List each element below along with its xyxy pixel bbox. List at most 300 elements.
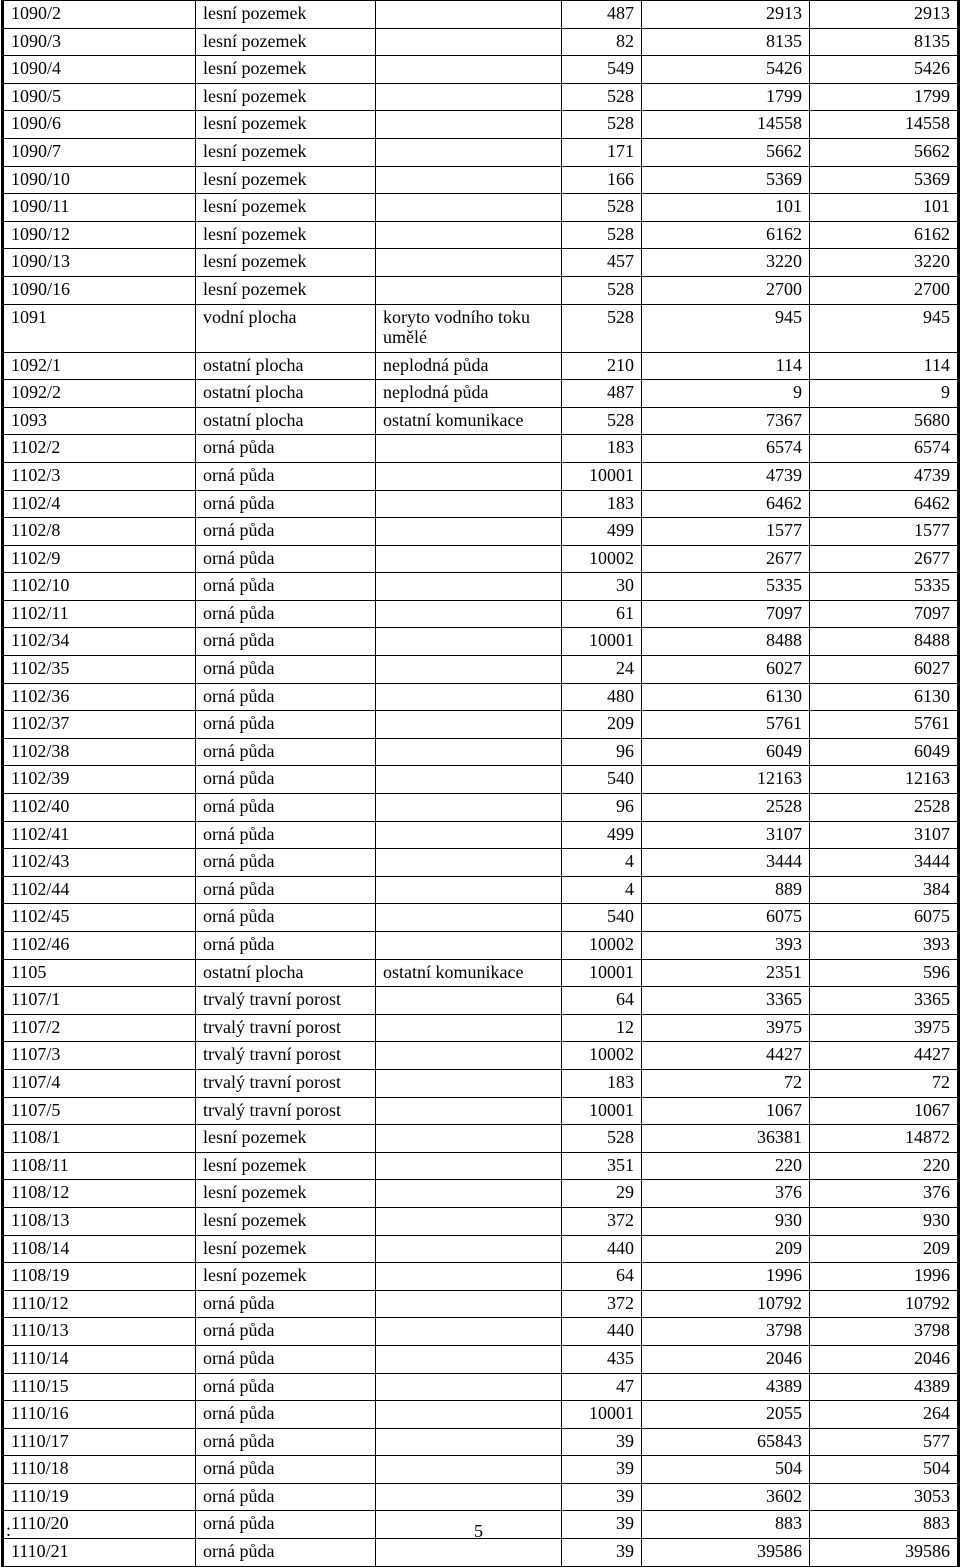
land-type-cell: trvalý travní porost <box>196 1014 376 1042</box>
land-use-cell <box>376 221 562 249</box>
table-row <box>4 628 958 656</box>
land-use-cell <box>376 738 562 766</box>
ownership-code-cell: 540 <box>562 766 642 794</box>
land-type-cell: orná půda <box>196 435 376 463</box>
table-row <box>4 1290 958 1318</box>
area-total-cell: 5426 <box>642 56 810 84</box>
land-use-cell: neplodná půda <box>376 352 562 380</box>
area-part-cell: 12163 <box>810 766 958 794</box>
ownership-code-cell: 183 <box>562 435 642 463</box>
table-row <box>4 987 958 1015</box>
area-part-cell: 2700 <box>810 276 958 304</box>
area-total-cell: 114 <box>642 352 810 380</box>
area-part-cell: 114 <box>810 352 958 380</box>
land-type-cell: orná půda <box>196 1401 376 1429</box>
parcel-number-cell: 1090/7 <box>4 138 196 166</box>
parcel-number-cell: 1102/45 <box>4 904 196 932</box>
area-total-cell: 3798 <box>642 1318 810 1346</box>
area-total-cell: 39586 <box>642 1539 810 1567</box>
area-total-cell: 6574 <box>642 435 810 463</box>
parcel-number-cell: 1108/14 <box>4 1235 196 1263</box>
table-row <box>4 1097 958 1125</box>
parcel-number-cell: 1110/17 <box>4 1428 196 1456</box>
parcel-number-cell: 1090/16 <box>4 276 196 304</box>
land-type-cell: lesní pozemek <box>196 249 376 277</box>
ownership-code-cell: 24 <box>562 656 642 684</box>
land-use-cell <box>376 276 562 304</box>
table-row <box>4 138 958 166</box>
area-total-cell: 376 <box>642 1180 810 1208</box>
land-use-cell <box>376 490 562 518</box>
ownership-code-cell: 528 <box>562 304 642 352</box>
land-use-cell <box>376 876 562 904</box>
area-part-cell: 393 <box>810 932 958 960</box>
area-part-cell: 101 <box>810 194 958 222</box>
ownership-code-cell: 39 <box>562 1511 642 1539</box>
ownership-code-cell: 499 <box>562 518 642 546</box>
ownership-code-cell: 10001 <box>562 1401 642 1429</box>
parcel-number-cell: 1091 <box>4 304 196 352</box>
table-row <box>4 518 958 546</box>
area-part-cell: 6027 <box>810 656 958 684</box>
land-type-cell: orná půda <box>196 1483 376 1511</box>
table-row <box>4 1207 958 1235</box>
area-part-cell: 264 <box>810 1401 958 1429</box>
table-row <box>4 766 958 794</box>
land-use-cell <box>376 1069 562 1097</box>
land-use-cell <box>376 904 562 932</box>
land-type-cell: orná půda <box>196 1345 376 1373</box>
land-use-cell <box>376 462 562 490</box>
land-type-cell: lesní pozemek <box>196 1180 376 1208</box>
land-type-cell: orná půda <box>196 738 376 766</box>
parcel-number-cell: 1092/1 <box>4 352 196 380</box>
table-row <box>4 876 958 904</box>
area-total-cell: 65843 <box>642 1428 810 1456</box>
area-part-cell: 1799 <box>810 83 958 111</box>
area-part-cell: 6162 <box>810 221 958 249</box>
parcel-number-cell: 1102/3 <box>4 462 196 490</box>
area-part-cell: 6049 <box>810 738 958 766</box>
area-part-cell: 14872 <box>810 1125 958 1153</box>
land-type-cell: lesní pozemek <box>196 221 376 249</box>
table-row <box>4 28 958 56</box>
area-total-cell: 220 <box>642 1152 810 1180</box>
land-use-cell <box>376 28 562 56</box>
ownership-code-cell: 528 <box>562 111 642 139</box>
land-use-cell <box>376 1263 562 1291</box>
ownership-code-cell: 480 <box>562 683 642 711</box>
parcel-number-cell: 1090/2 <box>4 1 196 29</box>
land-use-cell <box>376 1456 562 1484</box>
parcel-number-cell: 1102/38 <box>4 738 196 766</box>
table-row <box>4 1483 958 1511</box>
ownership-code-cell: 540 <box>562 904 642 932</box>
table-row <box>4 794 958 822</box>
ownership-code-cell: 528 <box>562 276 642 304</box>
area-part-cell: 7097 <box>810 600 958 628</box>
parcel-number-cell: 1110/20 <box>4 1511 196 1539</box>
land-use-cell <box>376 194 562 222</box>
land-type-cell: lesní pozemek <box>196 138 376 166</box>
ownership-code-cell: 10001 <box>562 959 642 987</box>
area-part-cell: 596 <box>810 959 958 987</box>
parcel-number-cell: 1102/2 <box>4 435 196 463</box>
land-type-cell: orná půda <box>196 1373 376 1401</box>
land-use-cell <box>376 1180 562 1208</box>
ownership-code-cell: 440 <box>562 1318 642 1346</box>
land-use-cell <box>376 794 562 822</box>
land-type-cell: lesní pozemek <box>196 28 376 56</box>
ownership-code-cell: 209 <box>562 711 642 739</box>
ownership-code-cell: 10001 <box>562 628 642 656</box>
parcel-number-cell: 1092/2 <box>4 380 196 408</box>
land-use-cell <box>376 766 562 794</box>
parcel-number-cell: 1107/3 <box>4 1042 196 1070</box>
parcel-number-cell: 1110/21 <box>4 1539 196 1567</box>
land-type-cell: orná půda <box>196 462 376 490</box>
parcel-number-cell: 1093 <box>4 407 196 435</box>
parcel-number-cell: 1107/5 <box>4 1097 196 1125</box>
table-row <box>4 683 958 711</box>
area-part-cell: 1996 <box>810 1263 958 1291</box>
area-part-cell: 883 <box>810 1511 958 1539</box>
parcel-number-cell: 1102/44 <box>4 876 196 904</box>
land-use-cell: koryto vodního toku umělé <box>376 304 562 352</box>
ownership-code-cell: 39 <box>562 1428 642 1456</box>
area-part-cell: 4389 <box>810 1373 958 1401</box>
ownership-code-cell: 183 <box>562 490 642 518</box>
area-part-cell: 945 <box>810 304 958 352</box>
area-total-cell: 72 <box>642 1069 810 1097</box>
area-total-cell: 3365 <box>642 987 810 1015</box>
parcel-number-cell: 1090/6 <box>4 111 196 139</box>
land-type-cell: orná půda <box>196 656 376 684</box>
land-use-cell <box>376 1097 562 1125</box>
area-part-cell: 3798 <box>810 1318 958 1346</box>
area-total-cell: 6049 <box>642 738 810 766</box>
table-row <box>4 304 958 352</box>
ownership-code-cell: 351 <box>562 1152 642 1180</box>
land-use-cell <box>376 1401 562 1429</box>
area-part-cell: 3220 <box>810 249 958 277</box>
land-type-cell: lesní pozemek <box>196 1 376 29</box>
area-total-cell: 930 <box>642 1207 810 1235</box>
ownership-code-cell: 39 <box>562 1483 642 1511</box>
parcel-number-cell: 1110/15 <box>4 1373 196 1401</box>
parcel-number-cell: 1090/12 <box>4 221 196 249</box>
area-total-cell: 3602 <box>642 1483 810 1511</box>
table-row <box>4 1456 958 1484</box>
land-use-cell <box>376 1125 562 1153</box>
area-total-cell: 3220 <box>642 249 810 277</box>
ownership-code-cell: 4 <box>562 876 642 904</box>
table-row <box>4 490 958 518</box>
parcel-number-cell: 1110/12 <box>4 1290 196 1318</box>
parcel-number-cell: 1102/34 <box>4 628 196 656</box>
footer-mark: : <box>6 1520 12 1540</box>
ownership-code-cell: 487 <box>562 1 642 29</box>
area-total-cell: 8488 <box>642 628 810 656</box>
parcel-number-cell: 1102/39 <box>4 766 196 794</box>
table-row <box>4 959 958 987</box>
table-row <box>4 1263 958 1291</box>
land-type-cell: lesní pozemek <box>196 1263 376 1291</box>
land-use-cell <box>376 628 562 656</box>
land-use-cell <box>376 683 562 711</box>
parcel-number-cell: 1102/11 <box>4 600 196 628</box>
area-total-cell: 2055 <box>642 1401 810 1429</box>
parcel-number-cell: 1102/10 <box>4 573 196 601</box>
land-use-cell <box>376 656 562 684</box>
area-total-cell: 10792 <box>642 1290 810 1318</box>
table-row <box>4 166 958 194</box>
land-use-cell <box>376 1345 562 1373</box>
parcel-number-cell: 1108/1 <box>4 1125 196 1153</box>
table-row <box>4 1539 958 1567</box>
ownership-code-cell: 457 <box>562 249 642 277</box>
area-part-cell: 4427 <box>810 1042 958 1070</box>
table-row <box>4 276 958 304</box>
table-row <box>4 1180 958 1208</box>
land-use-cell <box>376 932 562 960</box>
table-row <box>4 1042 958 1070</box>
area-part-cell: 5426 <box>810 56 958 84</box>
ownership-code-cell: 64 <box>562 1263 642 1291</box>
parcel-number-cell: 1108/11 <box>4 1152 196 1180</box>
land-use-cell <box>376 83 562 111</box>
parcel-number-cell: 1105 <box>4 959 196 987</box>
area-total-cell: 889 <box>642 876 810 904</box>
area-total-cell: 9 <box>642 380 810 408</box>
land-use-cell <box>376 138 562 166</box>
ownership-code-cell: 166 <box>562 166 642 194</box>
area-total-cell: 945 <box>642 304 810 352</box>
parcel-number-cell: 1102/8 <box>4 518 196 546</box>
ownership-code-cell: 10002 <box>562 932 642 960</box>
land-use-cell <box>376 249 562 277</box>
land-use-cell <box>376 1539 562 1567</box>
ownership-code-cell: 12 <box>562 1014 642 1042</box>
area-total-cell: 12163 <box>642 766 810 794</box>
land-use-cell <box>376 1 562 29</box>
table-row <box>4 1 958 29</box>
area-total-cell: 3975 <box>642 1014 810 1042</box>
land-use-cell <box>376 1290 562 1318</box>
area-total-cell: 5662 <box>642 138 810 166</box>
ownership-code-cell: 372 <box>562 1207 642 1235</box>
land-type-cell: trvalý travní porost <box>196 987 376 1015</box>
land-type-cell: ostatní plocha <box>196 407 376 435</box>
area-part-cell: 577 <box>810 1428 958 1456</box>
area-part-cell: 6130 <box>810 683 958 711</box>
land-use-cell <box>376 600 562 628</box>
area-part-cell: 209 <box>810 1235 958 1263</box>
table-row <box>4 1235 958 1263</box>
table-row <box>4 352 958 380</box>
area-total-cell: 7367 <box>642 407 810 435</box>
parcel-number-cell: 1102/36 <box>4 683 196 711</box>
land-type-cell: orná půda <box>196 876 376 904</box>
area-total-cell: 2528 <box>642 794 810 822</box>
area-total-cell: 7097 <box>642 600 810 628</box>
area-part-cell: 6075 <box>810 904 958 932</box>
area-total-cell: 1996 <box>642 1263 810 1291</box>
parcel-number-cell: 1090/11 <box>4 194 196 222</box>
area-part-cell: 5662 <box>810 138 958 166</box>
land-use-cell <box>376 1428 562 1456</box>
area-total-cell: 4739 <box>642 462 810 490</box>
table-row <box>4 932 958 960</box>
land-type-cell: lesní pozemek <box>196 1152 376 1180</box>
land-use-cell <box>376 1207 562 1235</box>
area-total-cell: 6130 <box>642 683 810 711</box>
table-row <box>4 904 958 932</box>
table-row <box>4 221 958 249</box>
area-total-cell: 6462 <box>642 490 810 518</box>
area-total-cell: 4389 <box>642 1373 810 1401</box>
land-type-cell: ostatní plocha <box>196 959 376 987</box>
area-total-cell: 14558 <box>642 111 810 139</box>
land-type-cell: orná půda <box>196 932 376 960</box>
land-use-cell <box>376 56 562 84</box>
area-total-cell: 3107 <box>642 821 810 849</box>
land-type-cell: orná půda <box>196 1511 376 1539</box>
table-row <box>4 1345 958 1373</box>
ownership-code-cell: 4 <box>562 849 642 877</box>
parcel-number-cell: 1110/13 <box>4 1318 196 1346</box>
area-total-cell: 1577 <box>642 518 810 546</box>
ownership-code-cell: 10001 <box>562 1097 642 1125</box>
land-use-cell <box>376 1042 562 1070</box>
land-use-cell <box>376 1152 562 1180</box>
table-row <box>4 573 958 601</box>
land-use-cell <box>376 518 562 546</box>
land-type-cell: lesní pozemek <box>196 166 376 194</box>
area-part-cell: 376 <box>810 1180 958 1208</box>
area-total-cell: 1799 <box>642 83 810 111</box>
land-use-cell <box>376 1014 562 1042</box>
table-row <box>4 1373 958 1401</box>
land-type-cell: orná půda <box>196 1290 376 1318</box>
ownership-code-cell: 64 <box>562 987 642 1015</box>
area-part-cell: 2677 <box>810 545 958 573</box>
table-row <box>4 83 958 111</box>
area-part-cell: 220 <box>810 1152 958 1180</box>
land-type-cell: orná půda <box>196 490 376 518</box>
land-use-cell: neplodná půda <box>376 380 562 408</box>
table-row <box>4 194 958 222</box>
parcel-number-cell: 1108/19 <box>4 1263 196 1291</box>
land-type-cell: lesní pozemek <box>196 276 376 304</box>
land-type-cell: lesní pozemek <box>196 56 376 84</box>
land-type-cell: trvalý travní porost <box>196 1042 376 1070</box>
ownership-code-cell: 10002 <box>562 545 642 573</box>
area-total-cell: 1067 <box>642 1097 810 1125</box>
land-use-cell <box>376 545 562 573</box>
parcel-number-cell: 1108/12 <box>4 1180 196 1208</box>
area-part-cell: 10792 <box>810 1290 958 1318</box>
ownership-code-cell: 528 <box>562 194 642 222</box>
area-total-cell: 3444 <box>642 849 810 877</box>
land-type-cell: orná půda <box>196 628 376 656</box>
parcel-number-cell: 1102/40 <box>4 794 196 822</box>
ownership-code-cell: 528 <box>562 221 642 249</box>
parcel-number-cell: 1107/4 <box>4 1069 196 1097</box>
parcel-number-cell: 1102/43 <box>4 849 196 877</box>
land-use-cell <box>376 111 562 139</box>
land-type-cell: lesní pozemek <box>196 83 376 111</box>
land-type-cell: orná půda <box>196 1456 376 1484</box>
land-type-cell: trvalý travní porost <box>196 1069 376 1097</box>
table-row <box>4 56 958 84</box>
ownership-code-cell: 528 <box>562 407 642 435</box>
area-total-cell: 2677 <box>642 545 810 573</box>
land-type-cell: lesní pozemek <box>196 1125 376 1153</box>
table-row <box>4 738 958 766</box>
area-part-cell: 5680 <box>810 407 958 435</box>
land-type-cell: lesní pozemek <box>196 1235 376 1263</box>
area-part-cell: 1577 <box>810 518 958 546</box>
parcel-number-cell: 1102/35 <box>4 656 196 684</box>
area-total-cell: 883 <box>642 1511 810 1539</box>
area-part-cell: 9 <box>810 380 958 408</box>
land-type-cell: lesní pozemek <box>196 111 376 139</box>
parcel-number-cell: 1107/2 <box>4 1014 196 1042</box>
land-use-cell <box>376 821 562 849</box>
land-type-cell: orná půda <box>196 683 376 711</box>
land-type-cell: orná půda <box>196 600 376 628</box>
table-row <box>4 600 958 628</box>
table-row <box>4 249 958 277</box>
parcel-number-cell: 1108/13 <box>4 1207 196 1235</box>
ownership-code-cell: 10002 <box>562 1042 642 1070</box>
area-part-cell: 3107 <box>810 821 958 849</box>
area-part-cell: 14558 <box>810 111 958 139</box>
area-part-cell: 5369 <box>810 166 958 194</box>
ownership-code-cell: 440 <box>562 1235 642 1263</box>
ownership-code-cell: 487 <box>562 380 642 408</box>
area-part-cell: 8488 <box>810 628 958 656</box>
ownership-code-cell: 61 <box>562 600 642 628</box>
table-row <box>4 1125 958 1153</box>
area-total-cell: 2351 <box>642 959 810 987</box>
land-type-cell: orná půda <box>196 1428 376 1456</box>
land-type-cell: ostatní plocha <box>196 380 376 408</box>
land-type-cell: orná půda <box>196 545 376 573</box>
land-use-cell: ostatní komunikace <box>376 407 562 435</box>
area-part-cell: 3444 <box>810 849 958 877</box>
land-type-cell: orná půda <box>196 794 376 822</box>
area-part-cell: 6462 <box>810 490 958 518</box>
table-row <box>4 380 958 408</box>
parcel-number-cell: 1090/10 <box>4 166 196 194</box>
land-use-cell <box>376 166 562 194</box>
area-total-cell: 393 <box>642 932 810 960</box>
table-row <box>4 435 958 463</box>
land-use-cell <box>376 987 562 1015</box>
area-total-cell: 2913 <box>642 1 810 29</box>
parcel-table-body <box>4 1 958 1567</box>
land-use-cell <box>376 1483 562 1511</box>
page-number: 5 <box>474 1521 483 1541</box>
parcel-number-cell: 1102/41 <box>4 821 196 849</box>
parcel-number-cell: 1102/46 <box>4 932 196 960</box>
parcel-number-cell: 1102/4 <box>4 490 196 518</box>
ownership-code-cell: 549 <box>562 56 642 84</box>
land-type-cell: orná půda <box>196 573 376 601</box>
table-row <box>4 111 958 139</box>
